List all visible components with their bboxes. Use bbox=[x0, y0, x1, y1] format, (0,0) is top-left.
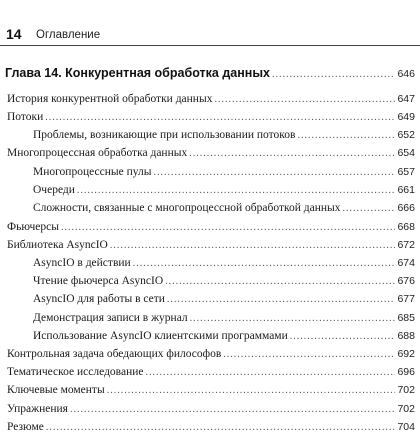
toc-entry[interactable] bbox=[0, 275, 420, 293]
toc-entry-page: 696 bbox=[397, 366, 415, 378]
toc-entry-page: 647 bbox=[397, 93, 415, 105]
toc-entry-page: 676 bbox=[397, 275, 415, 287]
toc-leader-dots bbox=[107, 385, 396, 396]
toc-entry[interactable] bbox=[0, 330, 420, 348]
running-header bbox=[0, 0, 420, 52]
toc-leader-dots bbox=[167, 294, 396, 305]
toc-entry[interactable] bbox=[0, 312, 420, 330]
toc-entry-title: История конкурентной обработки данных bbox=[7, 93, 213, 105]
toc-entry-page: 685 bbox=[397, 312, 415, 324]
toc-entry-page: 704 bbox=[397, 421, 415, 433]
toc-leader-dots bbox=[297, 130, 395, 141]
toc-leader-dots bbox=[145, 367, 395, 378]
toc-entry-page: 688 bbox=[397, 330, 415, 342]
toc-entry[interactable] bbox=[0, 239, 420, 257]
toc-entry-title: AsyncIO в действии bbox=[33, 257, 131, 269]
toc-entry[interactable] bbox=[0, 184, 420, 202]
toc-entry[interactable] bbox=[0, 111, 420, 129]
toc-leader-dots bbox=[190, 313, 396, 324]
toc-leader-dots bbox=[165, 276, 395, 287]
toc-entry[interactable] bbox=[0, 93, 420, 111]
toc-entry-title: Использование AsyncIO клиентскими программами bbox=[33, 330, 288, 342]
toc-entry[interactable] bbox=[0, 257, 420, 275]
toc-entry-page: 702 bbox=[397, 384, 415, 396]
toc-leader-dots bbox=[77, 185, 396, 196]
toc-entry-title: Контрольная задача обедающих философов bbox=[7, 348, 222, 360]
toc-entry[interactable] bbox=[0, 384, 420, 402]
toc-entry-page: 702 bbox=[397, 403, 415, 415]
toc-entry-title: AsyncIO для работы в сети bbox=[33, 293, 165, 305]
toc-leader-dots bbox=[133, 258, 396, 269]
toc-entry-page: 646 bbox=[397, 68, 415, 80]
toc-entry[interactable] bbox=[0, 348, 420, 366]
toc-entry-title: Многопроцессная обработка данных bbox=[7, 147, 188, 159]
toc-leader-dots bbox=[343, 203, 396, 214]
toc-leader-dots bbox=[272, 69, 396, 80]
toc-entry-page: 674 bbox=[397, 257, 415, 269]
toc-entry[interactable] bbox=[0, 293, 420, 311]
toc-leader-dots bbox=[189, 148, 395, 159]
toc-leader-dots bbox=[70, 404, 396, 415]
toc-entry-title: Фьючерсы bbox=[7, 221, 59, 233]
toc-entry-page: 668 bbox=[397, 221, 415, 233]
toc-leader-dots bbox=[46, 422, 396, 433]
toc-entry[interactable] bbox=[0, 129, 420, 147]
toc-entry-title: Глава 14. Конкурентная обработка данных bbox=[5, 66, 270, 80]
toc-entry-title: Упражнения bbox=[7, 403, 68, 415]
toc-leader-dots bbox=[223, 349, 395, 360]
toc-leader-dots bbox=[214, 94, 395, 105]
toc-entry-title: Сложности, связанные с многопроцессной обработкой данных bbox=[33, 202, 341, 214]
toc-entry-title: Тематическое исследование bbox=[7, 366, 144, 378]
toc-entry-title: Потоки bbox=[7, 111, 44, 123]
toc-entry[interactable] bbox=[0, 202, 420, 220]
toc-entry-page: 692 bbox=[397, 348, 415, 360]
toc-entry-title: Ключевые моменты bbox=[7, 384, 105, 396]
toc-entry-page: 666 bbox=[397, 202, 415, 214]
toc-entry-title: Резюме bbox=[7, 421, 44, 433]
toc-entry-page: 657 bbox=[397, 166, 415, 178]
toc-leader-dots bbox=[153, 167, 395, 178]
toc-chapter-heading[interactable] bbox=[0, 66, 420, 84]
toc-entry-page: 661 bbox=[397, 184, 415, 196]
toc-entry[interactable] bbox=[0, 166, 420, 184]
toc-entry-title: Очереди bbox=[33, 184, 75, 196]
toc-entry[interactable] bbox=[0, 421, 420, 439]
toc-entry-title: Чтение фьючерса AsyncIO bbox=[33, 275, 164, 287]
toc-entry-title: Демонстрация записи в журнал bbox=[33, 312, 188, 324]
toc-leader-dots bbox=[45, 112, 395, 123]
toc-entry-page: 652 bbox=[397, 129, 415, 141]
toc-entry-title: Библиотека AsyncIO bbox=[7, 239, 108, 251]
section-name: Оглавление bbox=[36, 29, 101, 41]
toc-entry-page: 654 bbox=[397, 147, 415, 159]
toc-entry-page: 677 bbox=[397, 293, 415, 305]
toc-entry-page: 649 bbox=[397, 111, 415, 123]
toc-leader-dots bbox=[110, 240, 396, 251]
toc-entry[interactable] bbox=[0, 221, 420, 239]
toc-entry[interactable] bbox=[0, 403, 420, 421]
toc-leader-dots bbox=[61, 222, 396, 233]
toc-leader-dots bbox=[290, 331, 396, 342]
page-number: 14 bbox=[6, 26, 22, 42]
toc-entry[interactable] bbox=[0, 147, 420, 165]
toc-entry-page: 672 bbox=[397, 239, 415, 251]
toc-entry-title: Многопроцессные пулы bbox=[33, 166, 152, 178]
toc-entry[interactable] bbox=[0, 366, 420, 384]
header-rule bbox=[0, 45, 420, 46]
toc-entry-title: Проблемы, возникающие при использовании потоков bbox=[33, 129, 296, 141]
